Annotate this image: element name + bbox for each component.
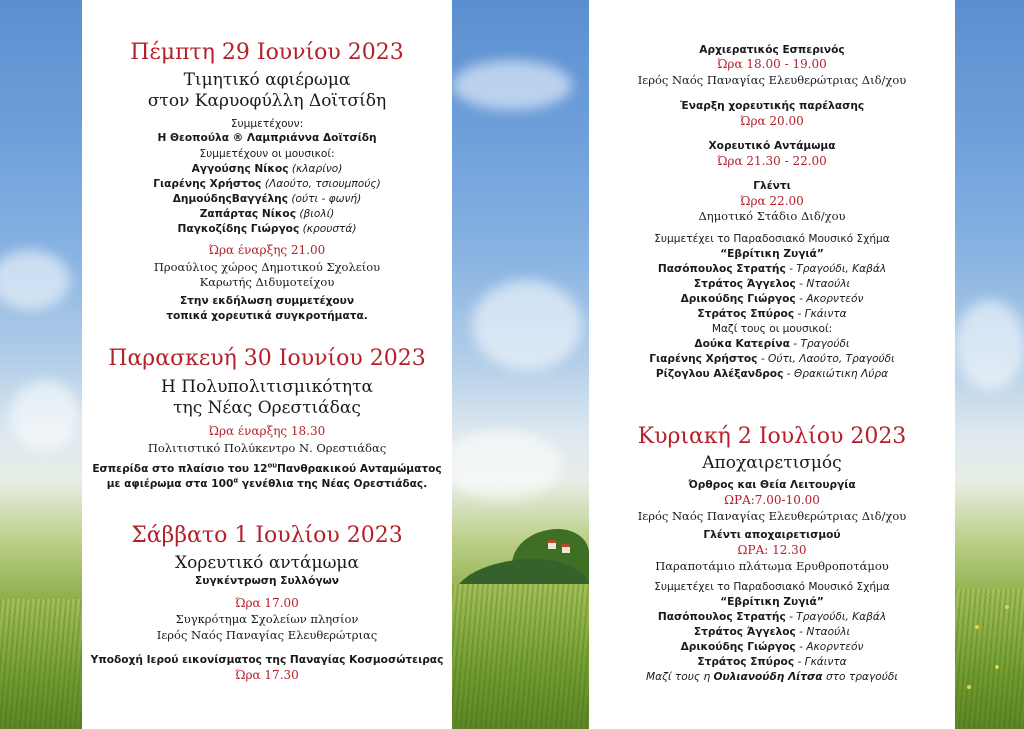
event-title: Γλέντι <box>753 180 791 192</box>
event-title: Χορευτικό Αντάμωμα <box>708 140 836 152</box>
event-note: με αφιέρωμα στα $100^\alpha$ γενέθλια της Νέας Ορεστιάδας. <box>106 476 428 490</box>
venue: Πολιτιστικό Πολύκεντρο Ν. Ορεστιάδας <box>147 441 387 455</box>
musician: Πασόπουλος Στρατής - Τραγούδι, Καβάλ <box>657 611 887 623</box>
event-note: τοπικά χορευτικά συγκροτήματα. <box>166 310 368 322</box>
venue: Παραποτάμιο πλάτωμα Ερυθροποτάμου <box>655 559 889 573</box>
participants: Η Θεοπούλα ® Λαμπριάννα Δοϊτσίδη <box>157 132 377 144</box>
event-note: Εσπερίδα στο πλαίσιο του $12^{o\upsilon}\Pi\alpha\nu\theta\rho\alpha\kappa\iota\kappa oύ$ Ανταμώματος <box>92 461 442 475</box>
musician-role: (κρουστά) <box>302 223 357 235</box>
event-title: Χορευτικό αντάμωμα <box>175 553 359 573</box>
event-title: στον Καρυοφύλλη Δοϊτσίδη <box>147 91 387 111</box>
event-title: Αρχιερατικός Εσπερινός <box>699 44 845 56</box>
venue: Συγκρότημα Σχολείων πλησίον <box>175 612 359 626</box>
event-title: Η Πολυπολιτισμικότητα <box>161 377 373 397</box>
musicians-label: Συμμετέχουν οι μουσικοί: <box>199 148 335 160</box>
musician: Δρικούδης Γιώργος - Ακορντεόν <box>680 293 864 305</box>
left-program-panel <box>82 0 452 729</box>
musician: Στράτος Άγγελος - Νταούλι <box>693 626 851 638</box>
event-time: Ώρα έναρξης 18.30 <box>208 424 326 438</box>
date-heading: Κυριακή 2 Ιουλίου 2023 <box>637 424 907 449</box>
event-time: Ώρα έναρξης 21.00 <box>208 243 326 257</box>
musician: Στράτος Σπύρος - Γκάιντα <box>697 656 847 668</box>
right-watercolor-strip <box>955 0 1024 729</box>
musician: Ρίζογλου Αλέξανδρος - Θρακιώτικη Λύρα <box>655 368 889 380</box>
center-watercolor-strip <box>452 0 589 729</box>
ensemble-name: “Εβρίτικη Ζυγιά” <box>720 248 824 260</box>
gathering-note: Συγκέντρωση Συλλόγων <box>195 575 339 587</box>
ensemble-name: “Εβρίτικη Ζυγιά” <box>720 596 824 608</box>
ensemble-label: Συμμετέχει το Παραδοσιακό Μουσικό Σχήμα <box>654 233 890 245</box>
musician-name: Παγκοζίδης Γιώργος <box>177 223 300 235</box>
event-time: ΩΡΑ: 12.30 <box>737 543 807 557</box>
venue: Καρωτής Διδυμοτείχου <box>199 275 335 289</box>
venue: Ιερός Ναός Παναγίας Ελευθερώτριας <box>156 628 378 642</box>
event-time: Ώρα 18.00 - 19.00 <box>717 57 827 71</box>
event-time: Ώρα 20.00 <box>740 114 804 128</box>
event-time: Ώρα 17.30 <box>235 668 299 682</box>
event-title: Αποχαιρετισμός <box>702 453 842 473</box>
venue: Ιερός Ναός Παναγίας Ελευθερώτριας Διδ/χου <box>637 509 907 523</box>
musician: Στράτος Σπύρος - Γκάιντα <box>697 308 847 320</box>
event-time: Ώρα 22.00 <box>740 194 804 208</box>
event-time: Ώρα 17.00 <box>235 596 299 610</box>
musician: Μαζί τους η Ουλιανούδη Λίτσα στο τραγούδι <box>646 671 898 683</box>
right-program-panel <box>589 0 955 729</box>
musician-name: ΔημούδηςΒαγγέλης <box>172 193 288 205</box>
musician: Πασόπουλος Στρατής - Τραγούδι, Καβάλ <box>657 263 887 275</box>
event-note: Υποδοχή Ιερού εικονίσματος της Παναγίας Κοσμοσώτειρας <box>90 654 444 666</box>
musicians-label: Μαζί τους οι μουσικοί: <box>711 323 833 335</box>
musician <box>82 222 452 237</box>
venue: Προαύλιος χώρος Δημοτικού Σχολείου <box>153 260 381 274</box>
musician-name: Αγγούσης Νίκος <box>191 163 289 175</box>
date-heading: Παρασκευή 30 Ιουνίου 2023 <box>108 346 426 371</box>
musician-role: (Λαούτο, τσιουμπούς) <box>264 178 381 190</box>
musician-role: (κλαρίνο) <box>291 163 343 175</box>
musician: Στράτος Άγγελος - Νταούλι <box>693 278 851 290</box>
event-title: Όρθρος και Θεία Λειτουργία <box>688 479 856 491</box>
event-title: Γλέντι αποχαιρετισμού <box>703 529 841 541</box>
venue: Δημοτικό Στάδιο Διδ/χου <box>698 209 846 223</box>
musician-role: (ούτι - φωνή) <box>291 193 362 205</box>
musician <box>82 177 452 192</box>
date-heading: Σάββατο 1 Ιουλίου 2023 <box>131 523 403 548</box>
left-watercolor-strip <box>0 0 82 729</box>
musician: Δούκα Κατερίνα - Τραγούδι <box>694 338 850 350</box>
musician-name: Γιαρένης Χρήστος <box>153 178 262 190</box>
ensemble-label: Συμμετέχει το Παραδοσιακό Μουσικό Σχήμα <box>654 581 890 593</box>
musician: Γιαρένης Χρήστος - Ούτι, Λαούτο, Τραγούδι <box>649 353 895 365</box>
event-note: Στην εκδήλωση συμμετέχουν <box>179 295 355 307</box>
event-title: Έναρξη χορευτικής παρέλασης <box>679 100 865 112</box>
event-title: Τιμητικό αφιέρωμα <box>183 70 351 90</box>
venue: Ιερός Ναός Παναγίας Ελευθερώτριας Διδ/χου <box>637 73 907 87</box>
event-time: Ώρα 21.30 - 22.00 <box>717 154 827 168</box>
date-heading: Πέμπτη 29 Ιουνίου 2023 <box>130 40 404 65</box>
musician: Δρικούδης Γιώργος - Ακορντεόν <box>680 641 864 653</box>
musician-role: (βιολί) <box>299 208 335 220</box>
musician <box>82 162 452 177</box>
participants-label: Συμμετέχουν: <box>230 118 304 130</box>
event-title: της Νέας Ορεστιάδας <box>173 398 361 418</box>
musician-name: Ζαπάρτας Νίκος <box>199 208 296 220</box>
musician <box>82 207 452 222</box>
musician <box>82 192 452 207</box>
event-time: ΩΡΑ:7.00-10.00 <box>724 493 820 507</box>
